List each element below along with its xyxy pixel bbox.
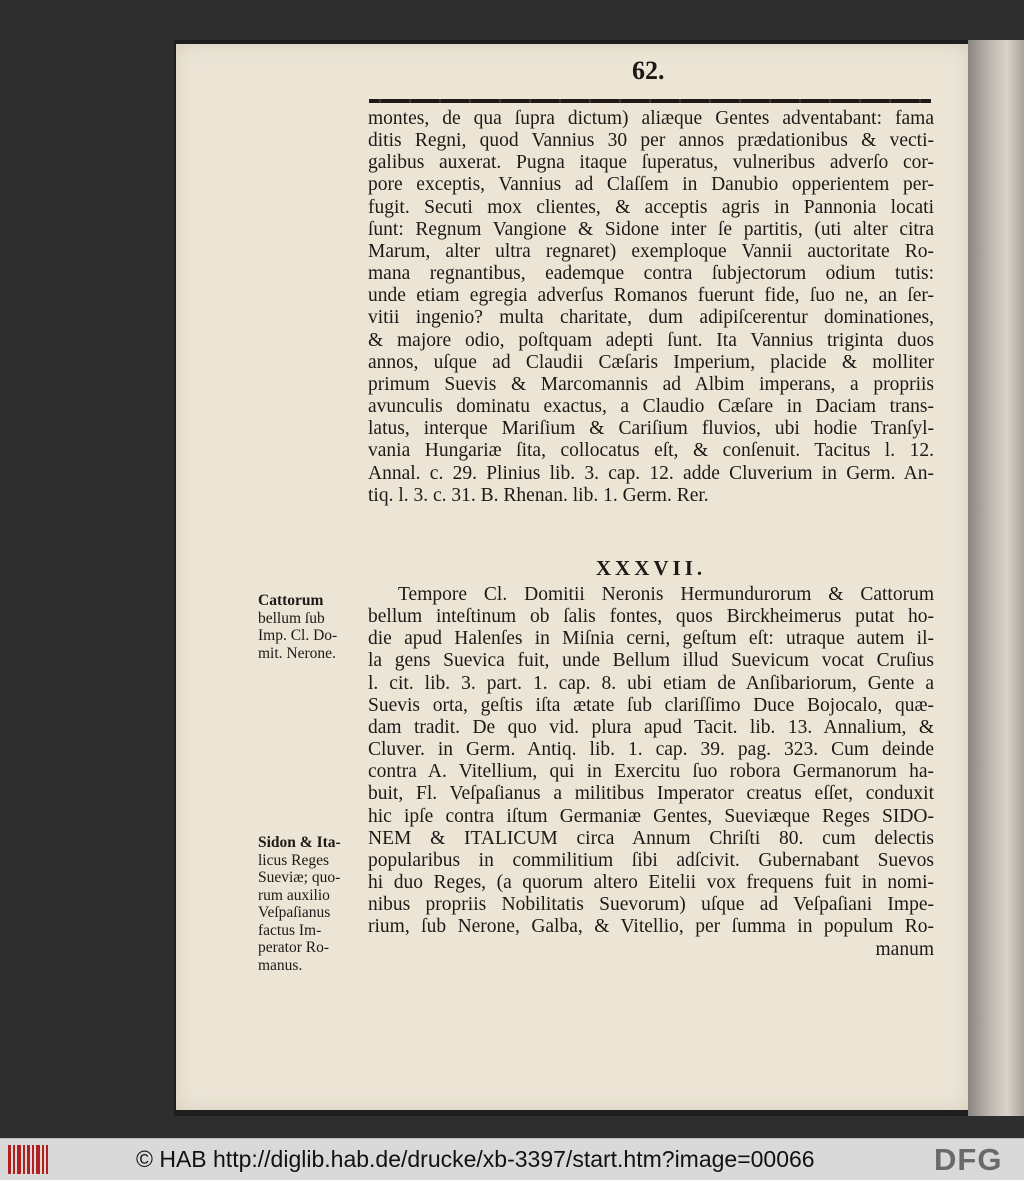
margin-note-line: rum auxilio bbox=[258, 886, 330, 904]
text-line: nibus propriis Nobilitatis Suevorum) uſque ad Veſpaſiani Impe- bbox=[368, 894, 934, 916]
margin-note-line: factus Im- bbox=[258, 921, 322, 939]
text-line: Annal. c. 29. Plinius lib. 3. cap. 12. adde Cluverium in Germ. An- bbox=[368, 462, 934, 484]
text-line: contra A. Vitellium, qui in Exercitu ſuo robora Germanorum ha- bbox=[368, 761, 934, 783]
text-line: galibus auxerat. Pugna itaque ſuperatus, vulneribus adverſo cor- bbox=[368, 152, 934, 174]
text-line: buit, Fl. Veſpaſianus a militibus Imperator creatus eſſet, conduxit bbox=[368, 783, 934, 805]
margin-note-line: licus Reges bbox=[258, 851, 330, 869]
body-text-bottom bbox=[368, 584, 934, 961]
page-number: 62. bbox=[632, 56, 665, 85]
text-line: Cluver. in Germ. Antiq. lib. 1. cap. 39. pag. 323. Cum deinde bbox=[368, 739, 934, 761]
text-line: ditis Regni, quod Vannius 30 per annos prædationibus & vecti- bbox=[368, 130, 934, 152]
section-heading: XXXVII. bbox=[595, 556, 707, 580]
text-line: & majore odio, poſtquam adepti ſunt. Ita Vannius triginta duos bbox=[368, 329, 934, 351]
margin-note-line: bellum ſub bbox=[258, 609, 325, 627]
margin-note-line: Imp. Cl. Do- bbox=[258, 627, 338, 644]
body-text-top bbox=[368, 108, 934, 507]
text-line: mana regnantibus, eademque contra ſubjectorum odium tutis: bbox=[368, 263, 934, 285]
text-line: ſunt: Regnum Vangione & Sidone inter ſe partitis, (uti alter citra bbox=[368, 218, 934, 240]
text-line: hic ipſe contra iſtum Germaniæ Gentes, Sueviæque Reges SIDO- bbox=[368, 805, 934, 827]
margin-note-line: Sueviæ; quo- bbox=[258, 869, 341, 886]
text-line: NEM & ITALICUM circa Annum Chriſti 80. cum delectis bbox=[368, 827, 934, 849]
catchword: manum bbox=[875, 938, 934, 960]
margin-note-line: Sidon & Ita- bbox=[258, 834, 341, 851]
header-rule bbox=[369, 99, 931, 103]
text-line: latus, interque Mariſium & Cariſium fluvios, ubi hodie Tranſyl- bbox=[368, 418, 934, 440]
text-line: die apud Halenſes in Miſnia cerni, geſtum eſt: utraque autem il- bbox=[368, 628, 934, 650]
dfg-logo: DFG bbox=[934, 1142, 1003, 1177]
copyright-url[interactable]: © HAB http://diglib.hab.de/drucke/xb-3397/start.htm?image=00066 bbox=[136, 1146, 815, 1172]
text-line: fugit. Secuti mox clientes, & acceptis agris in Pannonia locati bbox=[368, 196, 934, 218]
text-line: annos, uſque ad Claudii Cæſaris Imperium, placide & molliter bbox=[368, 351, 934, 373]
text-line: dam tradit. De quo vid. plura apud Tacit. lib. 13. Annalium, & bbox=[368, 716, 934, 738]
text-line: unde etiam egregia adverſus Romanos fuerunt fide, ſuo ne, an ſer- bbox=[368, 285, 934, 307]
viewer-footer bbox=[0, 1138, 1024, 1180]
text-line: Suevis orta, geſtis iſta ætate ſub clariſſimo Duce Bojocalo, quæ- bbox=[368, 694, 934, 716]
text-line: Tempore Cl. Domitii Neronis Hermundurorum & Cattorum bbox=[398, 584, 934, 605]
margin-note-line: mit. Nerone. bbox=[258, 644, 336, 662]
text-line: vitii ingenio? multa charitate, dum adipiſcerentur dominationes, bbox=[368, 307, 934, 329]
text-line: rium, ſub Nerone, Galba, & Vitellio, per ſumma in populum Ro- bbox=[368, 916, 934, 938]
margin-note-line: manus. bbox=[258, 956, 303, 974]
text-line: la gens Suevica fuit, unde Bellum illud Suevicum vocat Cruſius bbox=[368, 650, 934, 672]
text-line: hi duo Reges, (a quorum altero Eitelii vox frequens fuit in nomi- bbox=[368, 872, 934, 894]
text-line: popularibus in commilitium ſibi adſcivit. Gubernabant Suevos bbox=[368, 849, 934, 871]
text-line: montes, de qua ſupra dictum) aliæque Gentes adventabant: fama bbox=[368, 108, 934, 129]
text-line: pore exceptis, Vannius ad Claſſem in Danubio opperientem per- bbox=[368, 174, 934, 196]
margin-note-cattorum bbox=[258, 592, 362, 662]
margin-note-line: Cattorum bbox=[258, 592, 324, 609]
book-cover-edge bbox=[968, 40, 1024, 1116]
text-line: Marum, alter ultra regnaret) exemploque Vannii auctoritate Ro- bbox=[368, 240, 934, 262]
margin-note-line: Veſpaſianus bbox=[258, 904, 331, 921]
margin-note-line: perator Ro- bbox=[258, 939, 330, 956]
book-page bbox=[176, 44, 968, 1110]
text-line: avunculis dominatu exactus, a Claudio Cæſare in Daciam trans- bbox=[368, 396, 934, 418]
text-line: l. cit. lib. 3. part. 1. cap. 8. ubi etiam de Anſibariorum, Gente a bbox=[368, 672, 934, 694]
text-line: primum Suevis & Marcomannis ad Albim imperans, a propriis bbox=[368, 373, 934, 395]
text-line: bellum inteſtinum ob ſalis fontes, quos Birckheimerus putat ho- bbox=[368, 606, 934, 628]
barcode-icon bbox=[8, 1145, 48, 1174]
text-line: tiq. l. 3. c. 31. B. Rhenan. lib. 1. Germ. Rer. bbox=[368, 484, 709, 506]
text-line: vania Hungariæ ſita, collocatus eſt, & conſenuit. Tacitus l. 12. bbox=[368, 440, 934, 462]
margin-note-sidon bbox=[258, 834, 362, 974]
